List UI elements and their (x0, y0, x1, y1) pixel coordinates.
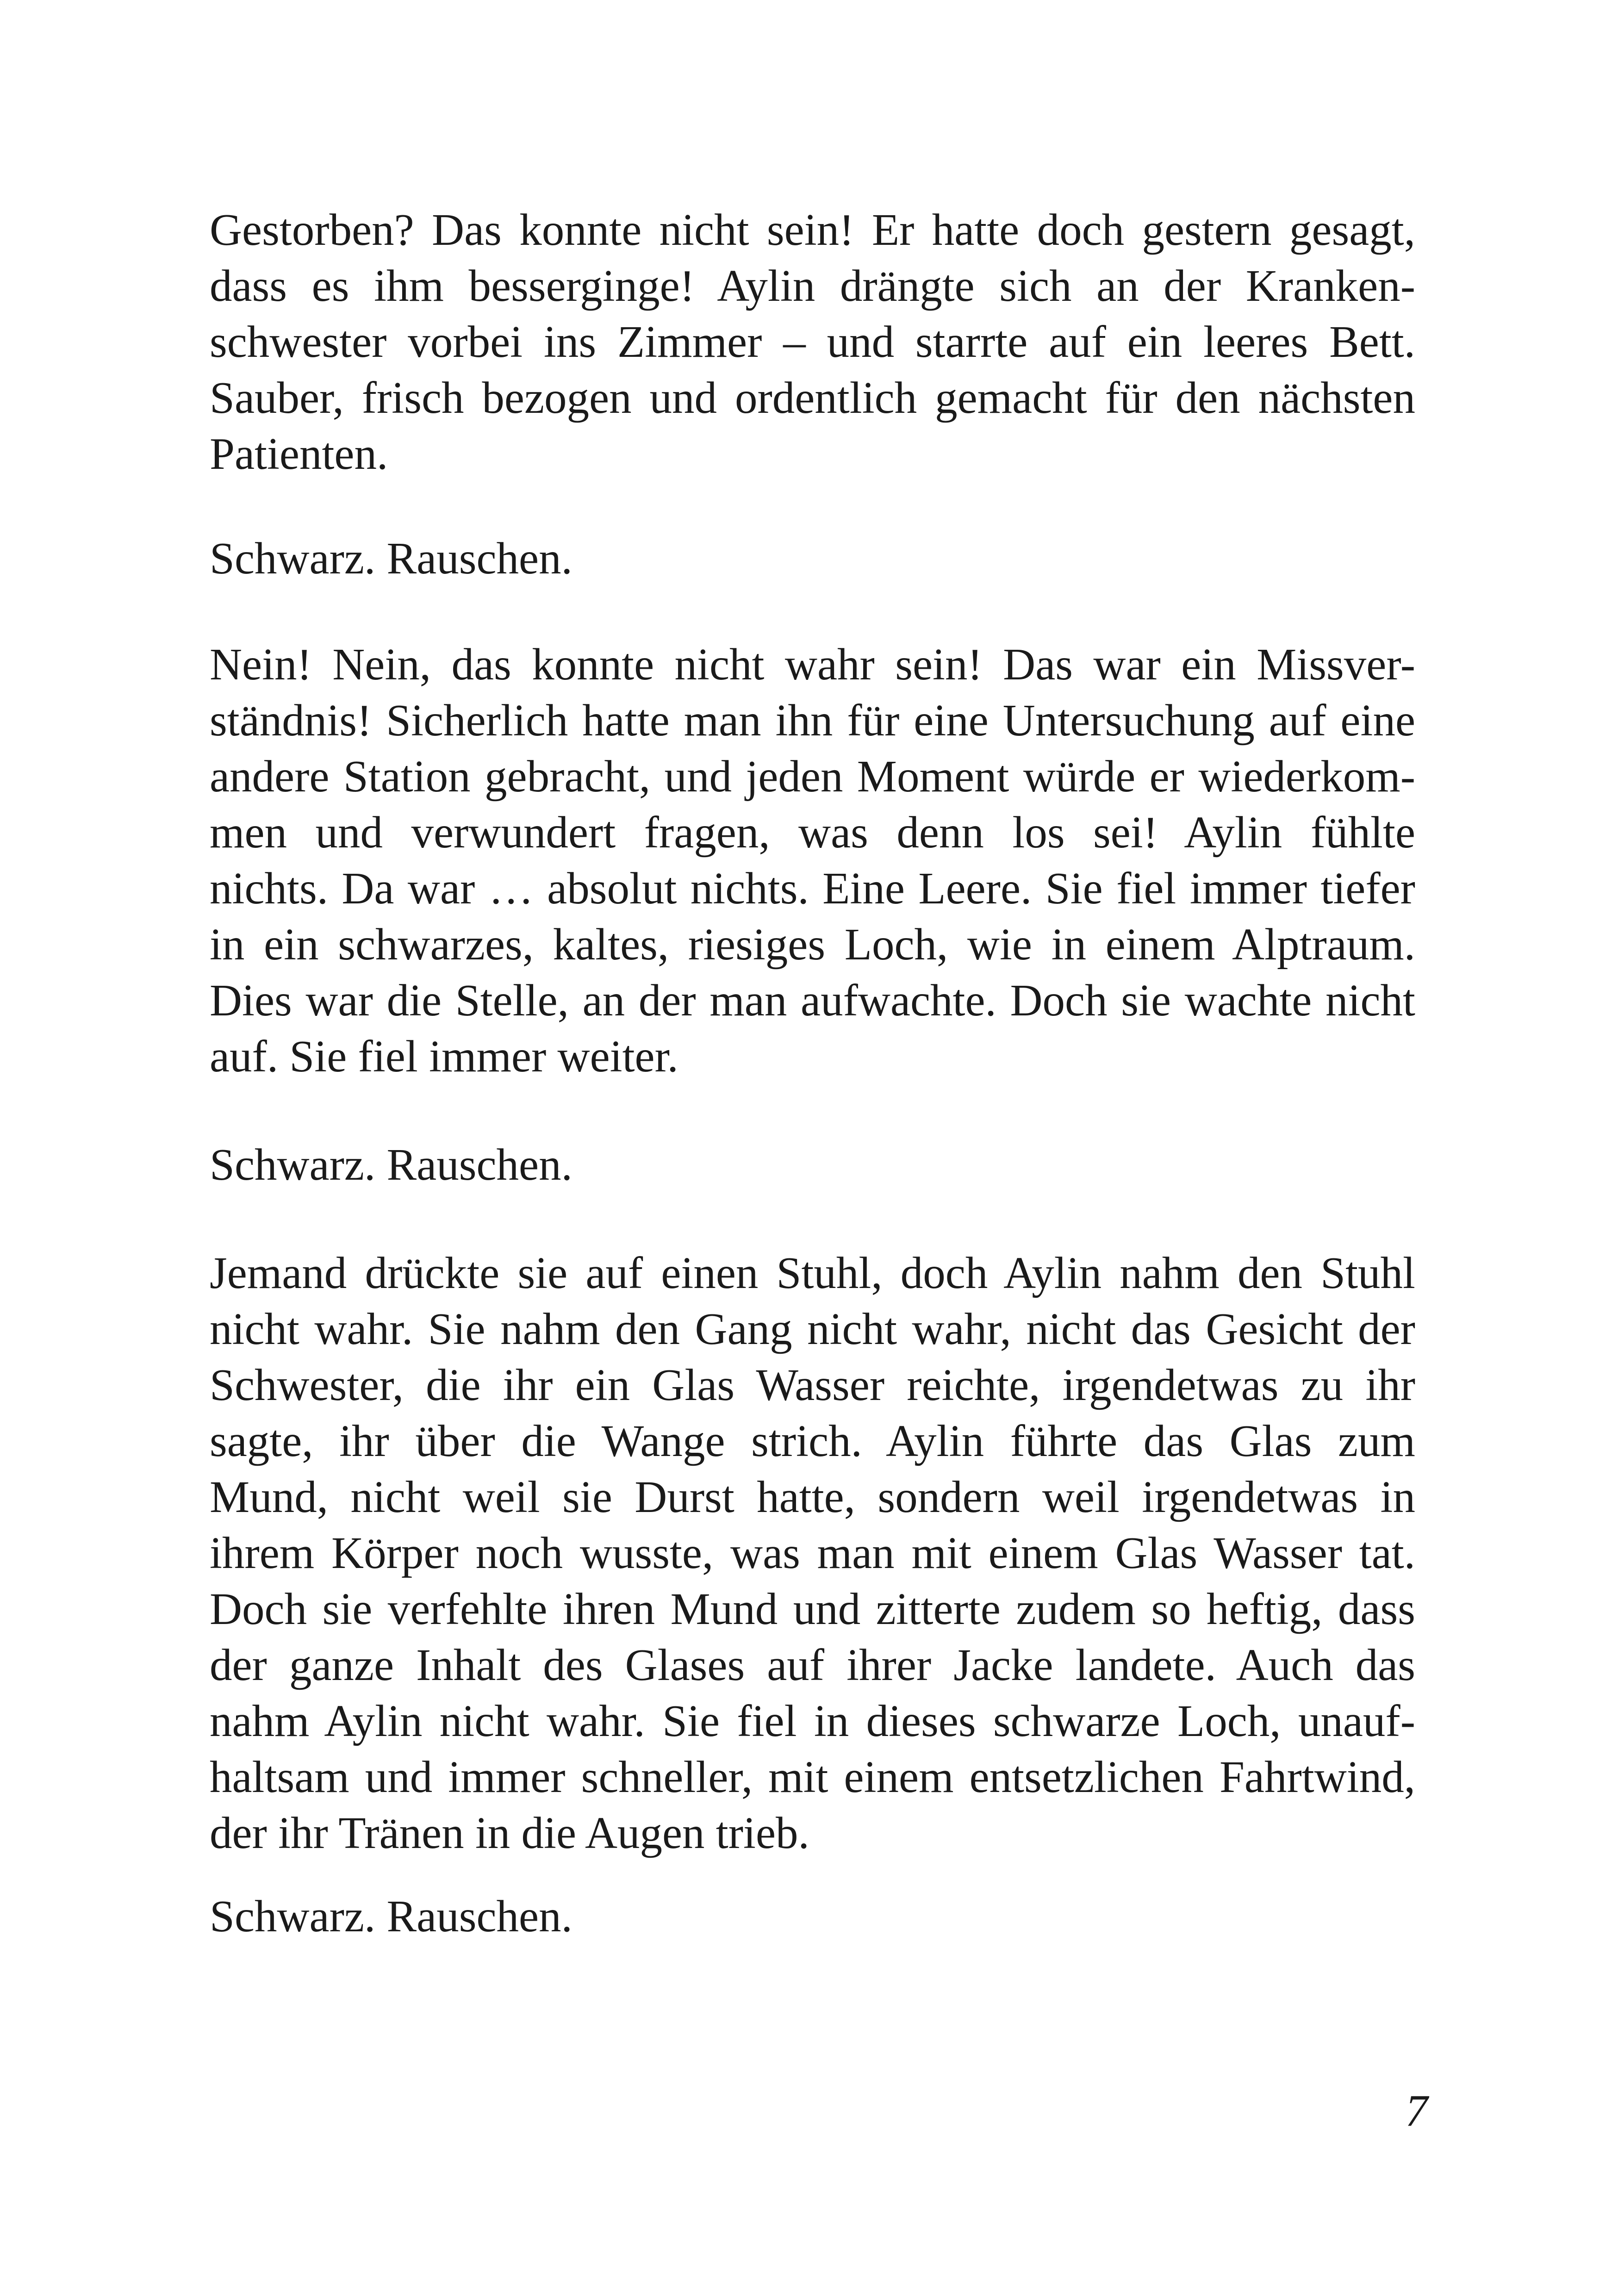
text-line: Sauber, frisch bezogen und ordentlich gemacht für den nächsten (210, 373, 1415, 423)
text-line: men und verwundert fragen, was denn los sei! Aylin fühlte (210, 808, 1415, 857)
text-line: andere Station gebracht, und jeden Moment würde er wiederkom- (210, 752, 1415, 801)
text-line: Mund, nicht weil sie Durst hatte, sondern weil irgendetwas in (210, 1472, 1415, 1522)
text-line: nicht wahr. Sie nahm den Gang nicht wahr, nicht das Gesicht der (210, 1304, 1415, 1354)
text-line: ihrem Körper noch wusste, was man mit einem Glas Wasser tat. (210, 1528, 1415, 1578)
text-line: Schwarz. Rauschen. (210, 1140, 573, 1189)
text-line: nahm Aylin nicht wahr. Sie fiel in dieses schwarze Loch, unauf- (210, 1696, 1415, 1746)
text-line: nichts. Da war … absolut nichts. Eine Leere. Sie fiel immer tiefer (210, 864, 1415, 913)
text-line: Patienten. (210, 429, 388, 479)
text-line: der ihr Tränen in die Augen trieb. (210, 1808, 809, 1858)
text-line: Gestorben? Das konnte nicht sein! Er hatte doch gestern gesagt, (210, 205, 1415, 255)
text-line: schwester vorbei ins Zimmer – und starrte auf ein leeres Bett. (210, 317, 1415, 367)
text-line: Schwester, die ihr ein Glas Wasser reichte, irgendetwas zu ihr (210, 1360, 1415, 1410)
text-line: auf. Sie fiel immer weiter. (210, 1032, 678, 1081)
paragraph-6 (210, 1888, 1415, 1944)
page-number: 7 (1405, 2086, 1428, 2135)
text-line: dass es ihm besserginge! Aylin drängte sich an der Kranken- (210, 261, 1415, 311)
text-line: Schwarz. Rauschen. (210, 534, 573, 583)
text-line: Nein! Nein, das konnte nicht wahr sein! Das war ein Missver- (210, 640, 1415, 689)
text-line: Doch sie verfehlte ihren Mund und zitterte zudem so heftig, dass (210, 1584, 1415, 1634)
text-line: Schwarz. Rauschen. (210, 1892, 573, 1941)
text-line: der ganze Inhalt des Glases auf ihrer Jacke landete. Auch das (210, 1640, 1415, 1690)
paragraph-5 (210, 1245, 1415, 1861)
text-line: in ein schwarzes, kaltes, riesiges Loch, wie in einem Alptraum. (210, 920, 1415, 969)
paragraph-2 (210, 530, 1415, 586)
paragraph-4 (210, 1137, 1415, 1193)
text-line: sagte, ihr über die Wange strich. Aylin führte das Glas zum (210, 1416, 1415, 1466)
paragraph-3 (210, 636, 1415, 1084)
text-line: Dies war die Stelle, an der man aufwachte. Doch sie wachte nicht (210, 976, 1415, 1025)
paragraph-1 (210, 202, 1415, 482)
text-line: haltsam und immer schneller, mit einem entsetzlichen Fahrtwind, (210, 1752, 1415, 1802)
text-line: ständnis! Sicherlich hatte man ihn für eine Untersuchung auf eine (210, 696, 1415, 745)
text-line: Jemand drückte sie auf einen Stuhl, doch Aylin nahm den Stuhl (210, 1248, 1415, 1298)
